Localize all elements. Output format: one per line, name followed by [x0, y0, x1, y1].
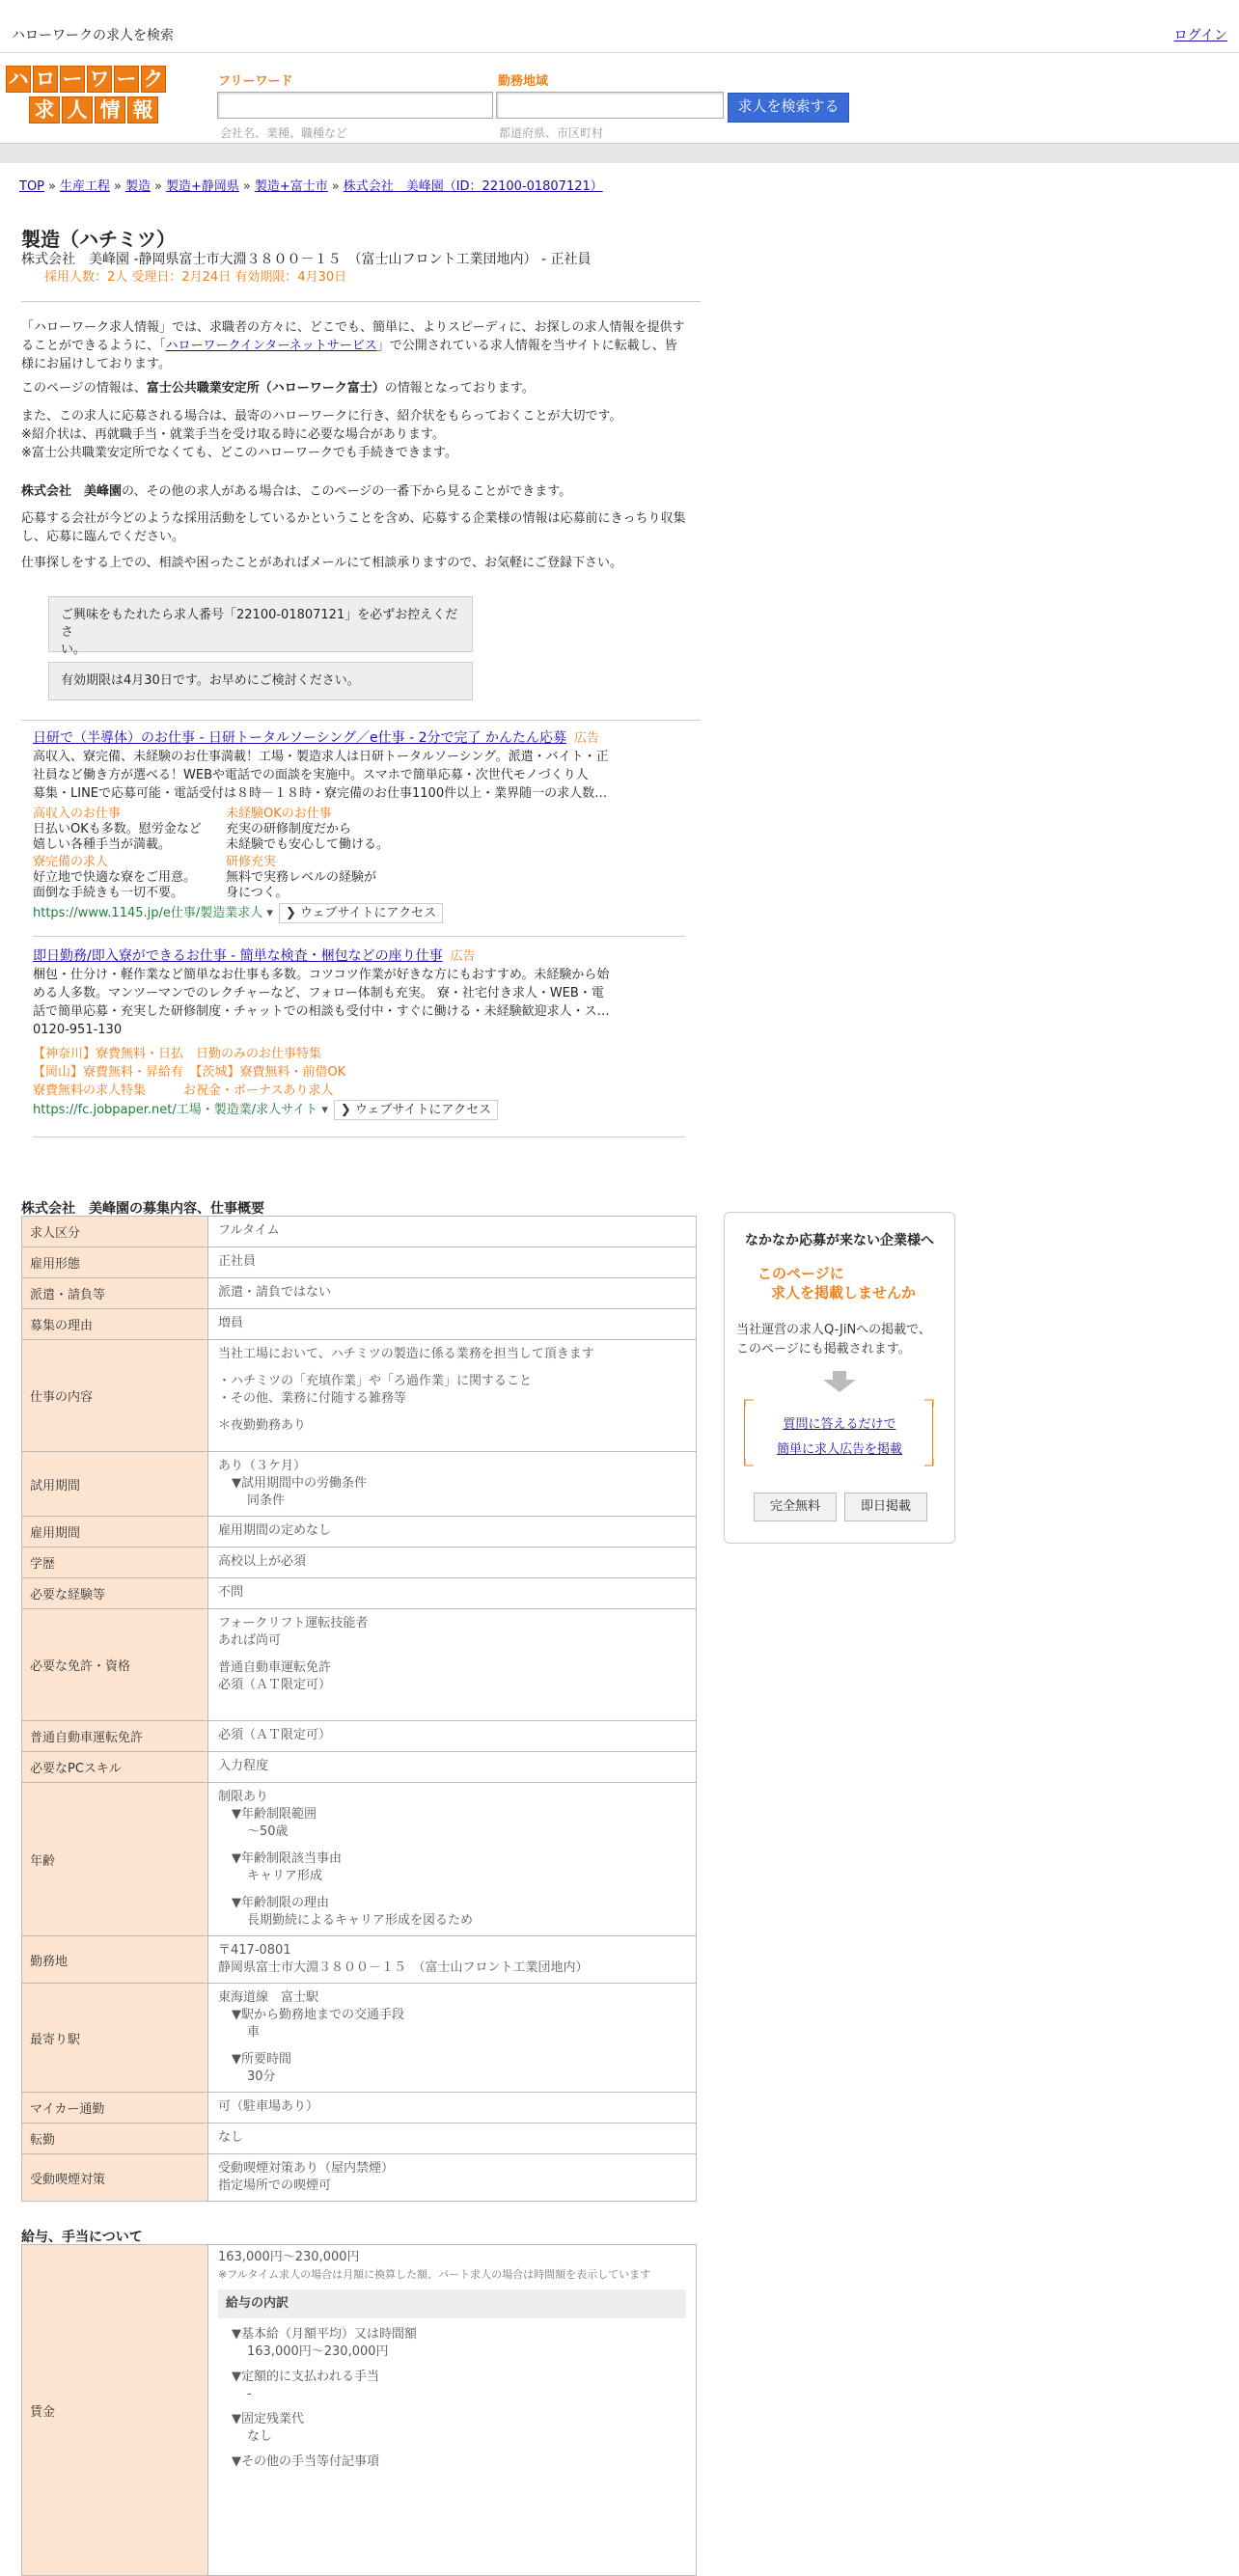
salary-table — [21, 2244, 697, 2576]
intro-paragraph-6: 仕事探しをする上での、相談や困ったことがあればメールにて相談承りますので、お気軽にご登録下さい。 — [21, 556, 622, 570]
breadcrumb-production[interactable]: 生産工程 — [59, 179, 110, 194]
salary-item-heading: ▼固定残業代 — [232, 2412, 304, 2426]
row-label: 試用期間 — [22, 1452, 208, 1517]
salary-range: 163,000円〜230,000円 — [218, 2250, 360, 2264]
ad-1-sitelink[interactable]: 高収入のお仕事 日払いOKも多数。慰労金など 嬉しい各種手当が満載。 — [33, 807, 202, 852]
row-label: 必要な免許・資格 — [22, 1609, 208, 1721]
table-row — [22, 1217, 697, 1247]
row-value: 当社工場において、ハチミツの製造に係る業務を担当して頂きます ・ハチミツの「充填作業」や「ろ過作業」に関すること ・その他、業務に付随する雑務等 ＊夜勤勤務あり — [208, 1340, 697, 1452]
row-value: フォークリフト運転技能者 あれば尚可 普通自動車運転免許 必須（ＡＴ限定可） — [208, 1609, 697, 1721]
table-row — [22, 1721, 697, 1752]
table-row — [22, 1340, 697, 1452]
divider — [21, 301, 701, 302]
row-value: あり（３ケ月） ▼試用期間中の労働条件 同条件 — [208, 1452, 697, 1517]
row-label: 必要なPCスキル — [22, 1752, 208, 1783]
row-value: 雇用期間の定めなし — [208, 1517, 697, 1548]
breadcrumb-shizuoka[interactable]: 製造+静岡県 — [165, 179, 239, 194]
row-label: 最寄り駅 — [22, 1984, 208, 2093]
row-value: 可（駐車場あり） — [208, 2093, 697, 2124]
ad-1-sitelink[interactable]: 未経験OKのお仕事 充実の研修制度だから 未経験でも安心して働ける。 — [226, 807, 390, 852]
row-label: 雇用形態 — [22, 1247, 208, 1278]
breadcrumb-top[interactable]: TOP — [19, 179, 45, 194]
row-label: 普通自動車運転免許 — [22, 1721, 208, 1752]
row-label: 雇用期間 — [22, 1517, 208, 1548]
row-label: 求人区分 — [22, 1217, 208, 1247]
job-subline: 株式会社 美峰園 -静岡県富士市大淵３８００－１５ （富士山フロント工業団地内） - 正社員 — [21, 252, 592, 267]
ad-2-title[interactable]: 即日勤務/即入寮ができるお仕事 - 簡単な検査・梱包などの座り仕事 — [33, 948, 443, 964]
row-value: 不問 — [208, 1578, 697, 1609]
job-title: 製造（ハチミツ） — [21, 228, 176, 251]
logo-letter: ロ — [33, 66, 58, 93]
table-row — [22, 1578, 697, 1609]
salary-item-value: 163,000円〜230,000円 — [247, 2344, 389, 2359]
table-row — [22, 1452, 697, 1517]
row-value: 正社員 — [208, 1247, 697, 1278]
table-row — [22, 2093, 697, 2124]
row-label: 必要な経験等 — [22, 1578, 208, 1609]
promo-link-1[interactable]: 質問に答えるだけで — [783, 1417, 896, 1432]
ad-1-sitelink[interactable]: 寮完備の求人 好立地で快適な寮をご用意。 面倒な手続きも一切不要。 — [33, 855, 197, 900]
promo-link-2[interactable]: 簡単に求人広告を掲載 — [776, 1442, 902, 1457]
salary-note: ※フルタイム求人の場合は月額に換算した額、パート求人の場合は時間額を表示しています — [218, 2268, 651, 2281]
intro-paragraph-1: 「ハローワーク求人情報」では、求職者の方々に、どこでも、簡単に、よりスピーディに、お探しの求人情報を提供す ることができるように、「ハローワークインターネットサービス」で公開されている求人情報を当サイトに転載し、皆 様にお届けしております。 — [21, 320, 685, 371]
freeword-input[interactable] — [217, 92, 493, 119]
hellowork-logo[interactable] — [6, 66, 176, 122]
down-arrow-icon — [823, 1371, 856, 1392]
logo-letter: 人 — [62, 96, 93, 123]
breadcrumb-fuji[interactable]: 製造+富士市 — [254, 179, 328, 194]
salary-item-heading: ▼定額的に支払われる手当 — [232, 2370, 379, 2384]
search-button[interactable]: 求人を検索する — [728, 93, 849, 123]
note-box-job-number: ご興味をもたれたら求人番号「22100-01807121」を必ずお控えくださ い。 — [48, 596, 473, 652]
salary-subhead: 給与の内訳 — [218, 2289, 686, 2318]
logo-letter: 求 — [29, 96, 60, 123]
breadcrumb-company[interactable]: 株式会社 美峰園（ID：22100-01807121） — [343, 179, 603, 194]
table-row — [22, 1247, 697, 1278]
logo-letter: ハ — [6, 66, 31, 93]
row-label: 勤務地 — [22, 1936, 208, 1984]
row-label: 募集の理由 — [22, 1309, 208, 1340]
row-label: 学歴 — [22, 1548, 208, 1578]
logo-letter: ク — [141, 66, 166, 93]
logo-letter: 報 — [127, 96, 158, 123]
logo-row-2 — [6, 96, 176, 123]
table-row — [22, 1309, 697, 1340]
salary-item-heading: ▼基本給（月額平均）又は時間額 — [232, 2327, 417, 2342]
breadcrumb-manufacturing[interactable]: 製造 — [124, 179, 151, 194]
same-day-button[interactable]: 即日掲載 — [844, 1493, 927, 1521]
logo-letter: 情 — [95, 96, 125, 123]
table-row — [22, 2124, 697, 2154]
hellowork-internet-link[interactable]: ハローワークインターネットサービス — [165, 339, 377, 353]
job-meta: 採用人数：2人 受理日：2月24日 有効期限：4月30日 — [44, 270, 347, 285]
ad-2-phone[interactable]: 0120-951-130 — [33, 1023, 123, 1037]
ad-2-url[interactable]: https://fc.jobpaper.net/工場・製造業/求人サイト — [33, 1103, 318, 1117]
row-value: 受動喫煙対策あり（屋内禁煙） 指定場所での喫煙可 — [208, 2154, 697, 2202]
breadcrumb: TOP » 生産工程 » 製造 » 製造+静岡県 » 製造+富士市 » 株式会社 美峰園（ID：22100-01807121） — [19, 179, 603, 194]
ad-1-tag: 広告 — [573, 731, 599, 746]
logo-letter: ー — [60, 66, 85, 93]
ad-block-2: 即日勤務/即入寮ができるお仕事 - 簡単な検査・梱包などの座り仕事 広告 梱包・仕分け・軽作業など簡単なお仕事も多数。コツコツ作業が好きな方にもおすすめ。未経験から始 める人多数。マンツーマンでのレクチャーなど、フォロー体制も充実。 寮・社宅付き求人・WEB・電 話で簡単応募・充実した研修制度・チャットでの相談も受付中・すぐに働ける・未経験歓迎求人・ス… 0120-951-130 【神奈川】寮費無料・日払 日勤のみのお仕事特集 【岡山】寮費無料・昇給有 【茨城】寮費無料・前借OK 寮費無料の求人特集 お祝金・ボーナスあり求人 https://fc.jobpaper.net/工場・製造業/求人サイト ▾ ❯ ウェブサイトにアクセス — [33, 947, 650, 1120]
intro-paragraph-2: このページの情報は、富士公共職業安定所（ハローワーク富士）の情報となっております。 — [21, 381, 535, 396]
row-label: マイカー通勤 — [22, 2093, 208, 2124]
salary-items — [218, 2326, 686, 2471]
logo-letter: ー — [114, 66, 139, 93]
salary-item-heading: ▼その他の手当等付記事項 — [232, 2454, 379, 2469]
row-value: フルタイム — [208, 1217, 697, 1247]
table-row — [22, 1278, 697, 1309]
ad-1-url[interactable]: https://www.1145.jp/e仕事/製造業求人 — [33, 906, 263, 920]
ad-2-visit-button[interactable]: ❯ ウェブサイトにアクセス — [334, 1100, 498, 1120]
details-table — [21, 1216, 697, 2202]
logo-letter: ワ — [87, 66, 112, 93]
row-label: 転勤 — [22, 2124, 208, 2154]
row-value: 必須（ＡＴ限定可） — [208, 1721, 697, 1752]
free-button[interactable]: 完全無料 — [754, 1493, 837, 1521]
promo-link-box — [744, 1400, 933, 1466]
divider — [21, 720, 701, 721]
ad-1-title[interactable]: 日研で（半導体）のお仕事 - 日研トータルソーシング／e仕事 - 2分で完了 かんたん応募 — [33, 730, 566, 746]
ad-1-sitelinks — [33, 807, 650, 901]
row-value: なし — [208, 2124, 697, 2154]
row-value: 高校以上が必須 — [208, 1548, 697, 1578]
promo-orange-2: 求人を掲載しませんか — [771, 1284, 917, 1302]
salary-item-value: なし — [247, 2429, 273, 2444]
salary-heading: 給与、手当について — [21, 2230, 143, 2245]
login-link[interactable]: ログイン — [1173, 28, 1227, 43]
salary-label: 賃金 — [22, 2245, 208, 2576]
divider-bar — [0, 143, 1239, 163]
note-box-expiry: 有効期限は4月30日です。お早めにご検討ください。 — [48, 662, 473, 700]
row-label: 仕事の内容 — [22, 1340, 208, 1452]
intro-paragraph-5: 応募する会社が今どのような採用活動をしているかということを含め、応募する企業様の情報は応募前にきっちり収集 し、応募に臨んでください。 — [21, 511, 686, 544]
area-label: 勤務地域 — [498, 74, 549, 89]
row-value: 制限あり ▼年齢制限範囲 〜50歳 ▼年齢制限該当事由 キャリア形成 ▼年齢制限の理由 長期勤続によるキャリア形成を図るため — [208, 1783, 697, 1936]
row-label: 受動喫煙対策 — [22, 2154, 208, 2202]
ad-block-1: 日研で（半導体）のお仕事 - 日研トータルソーシング／e仕事 - 2分で完了 かんたん応募 広告 高収入、寮完備、未経験のお仕事満載！工場・製造求人は日研トータルソーシング。派遣・バイト・正 社員など働き方が選べる！WEBや電話での面談を実施中。スマホで簡単応募・次世代モノづくり人 募集・LINEで応募可能・電話受付は８時－１８時・寮完備のお仕事1100件以上・業界随一の求人数… 高収入のお仕事 日払いOKも多数。慰労金など 嬉しい各種手当が満載。 未経験OKのお仕事 充実の研修制度だから 未経験でも安心して働ける。 寮完備の求人 好立地で快適な寮をご用意。 面倒な手続きも一切不要。 研修充実 無料で実務レベルの経験が 身につく。 https://www.1145.jp/e仕事/製造業求人 ▾ ❯ ウェブサイトにアクセス — [33, 729, 650, 923]
row-value: 派遣・請負ではない — [208, 1278, 697, 1309]
details-heading: 株式会社 美峰園の募集内容、仕事概要 — [21, 1201, 264, 1217]
table-row — [22, 1752, 697, 1783]
row-value: 入力程度 — [208, 1752, 697, 1783]
site-title: ハローワークの求人を検索 — [12, 28, 174, 43]
table-row — [22, 1783, 697, 1936]
intro-paragraph-4: 株式会社 美峰園の、その他の求人がある場合は、このページの一番下から見ることができます。 — [21, 484, 572, 499]
promo-heading: なかなか応募が来ない企業様へ — [745, 1233, 934, 1248]
row-label: 年齢 — [22, 1783, 208, 1936]
freeword-label: フリーワード — [218, 74, 293, 89]
row-value: 増員 — [208, 1309, 697, 1340]
divider — [33, 936, 685, 937]
promo-orange-1: このページに — [757, 1265, 844, 1282]
table-row — [22, 1936, 697, 1984]
employer-promo-box — [724, 1212, 955, 1544]
area-input[interactable] — [496, 92, 724, 119]
ad-1-visit-button[interactable]: ❯ ウェブサイトにアクセス — [279, 903, 443, 923]
row-value: 東海道線 富士駅 ▼駅から勤務地までの交通手段 車 ▼所要時間 30分 — [208, 1984, 697, 2093]
table-row — [22, 2154, 697, 2202]
promo-description: 当社運営の求人Q-JiNへの掲載で、 このページにも掲載されます。 — [736, 1323, 931, 1357]
ad-2-sublinks[interactable]: 【神奈川】寮費無料・日払 日勤のみのお仕事特集 【岡山】寮費無料・昇給有 【茨城】寮費無料・前借OK 寮費無料の求人特集 お祝金・ボーナスあり求人 — [33, 1047, 346, 1098]
logo-row-1 — [6, 66, 176, 93]
ad-1-sitelink[interactable]: 研修充実 無料で実務レベルの経験が 身につく。 — [226, 855, 377, 900]
ad-2-tag: 広告 — [450, 949, 476, 964]
table-row — [22, 2245, 697, 2576]
table-row — [22, 1517, 697, 1548]
area-hint: 都道府県、市区町村 — [499, 126, 604, 140]
intro-paragraph-3: また、この求人に応募される場合は、最寄のハローワークに行き、紹介状をもらっておくことが大切です。 ※紹介状は、再就職手当・就業手当を受け取る時に必要な場合があります。 ※富士公共職業安定所でなくても、どこのハローワークでも手続きできます。 — [21, 409, 622, 460]
table-row — [22, 1548, 697, 1578]
row-value: 〒417-0801 静岡県富士市大淵３８００－１５ （富士山フロント工業団地内） — [208, 1936, 697, 1984]
table-row — [22, 1984, 697, 2093]
top-bar — [0, 0, 1239, 53]
salary-item-value: - — [247, 2387, 252, 2401]
row-label: 派遣・請負等 — [22, 1278, 208, 1309]
table-row — [22, 1609, 697, 1721]
freeword-hint: 会社名、業種、職種など — [220, 126, 348, 140]
